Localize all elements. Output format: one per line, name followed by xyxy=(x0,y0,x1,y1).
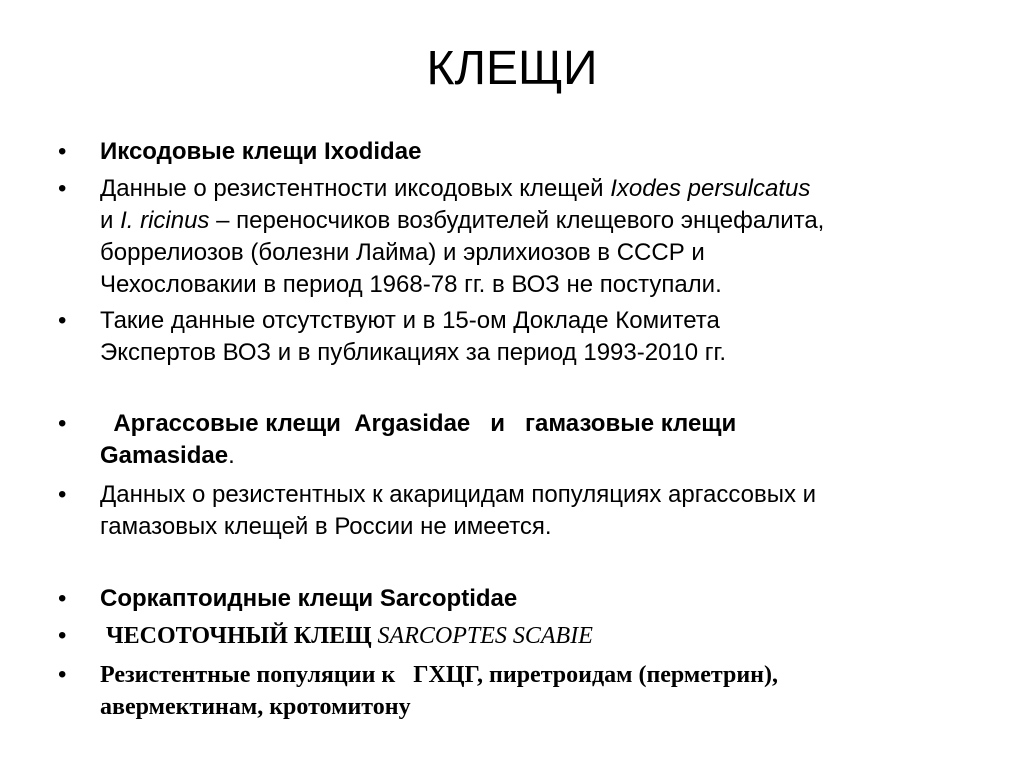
text-segment: Gamasidae xyxy=(100,442,229,469)
text-segment: и xyxy=(100,207,121,234)
text-line: Данных о резистентных к акарицидам популяциях аргассовых и xyxy=(100,481,817,508)
text-line: Аргассовые клещи Argasidae и гамазовые клещи xyxy=(100,410,737,437)
bullet-text xyxy=(100,408,980,472)
bullet-marker: • xyxy=(58,175,67,202)
species-name: I. ricinus xyxy=(120,207,210,234)
bullet-marker: • xyxy=(58,661,67,688)
text-line: Такие данные отсутствуют и в 15-ом Докладе Комитета xyxy=(100,307,720,334)
text-line: Резистентные популяции к ГХЦГ, пиретроидам (перметрин), xyxy=(100,662,778,688)
bullet-text xyxy=(100,620,980,652)
bullet-text: Соркаптоидные клещи Sarcoptidae xyxy=(100,585,518,612)
text-line: авермектинам, кротомитону xyxy=(100,694,411,720)
text-line: Чехословакии в период 1968-78 гг. в ВОЗ не поступали. xyxy=(100,271,722,298)
slide-title: КЛЕЩИ xyxy=(426,42,598,95)
bullet-text xyxy=(100,479,980,543)
text-segment: Данные о резистентности иксодовых клещей xyxy=(100,175,611,202)
text-line: гамазовых клещей в России не имеется. xyxy=(100,513,552,540)
text-line: Экспертов ВОЗ и в публикациях за период 1993-2010 гг. xyxy=(100,339,727,366)
text-line: боррелиозов (болезни Лайма) и эрлихиозов в СССР и xyxy=(100,239,705,266)
bullet-text xyxy=(100,659,980,723)
bullet-marker: • xyxy=(58,481,67,508)
bullet-text: Иксодовые клещи Ixodidae xyxy=(100,138,422,165)
bullet-text xyxy=(100,305,980,369)
bullet-marker: • xyxy=(58,410,67,437)
text-segment: – переносчиков возбудителей клещевого энцефалита, xyxy=(209,207,825,234)
text-segment: ЧЕСОТОЧНЫЙ КЛЕЩ xyxy=(100,623,378,649)
bullet-marker: • xyxy=(58,585,67,612)
species-name: Ixodes persulcatus xyxy=(610,175,811,202)
bullet-marker: • xyxy=(58,138,67,165)
text-segment: . xyxy=(228,442,235,469)
bullet-marker: • xyxy=(58,307,67,334)
bullet-text xyxy=(100,173,980,301)
bullet-marker: • xyxy=(58,622,67,649)
species-name: SARCOPTES SCABIE xyxy=(377,623,593,649)
